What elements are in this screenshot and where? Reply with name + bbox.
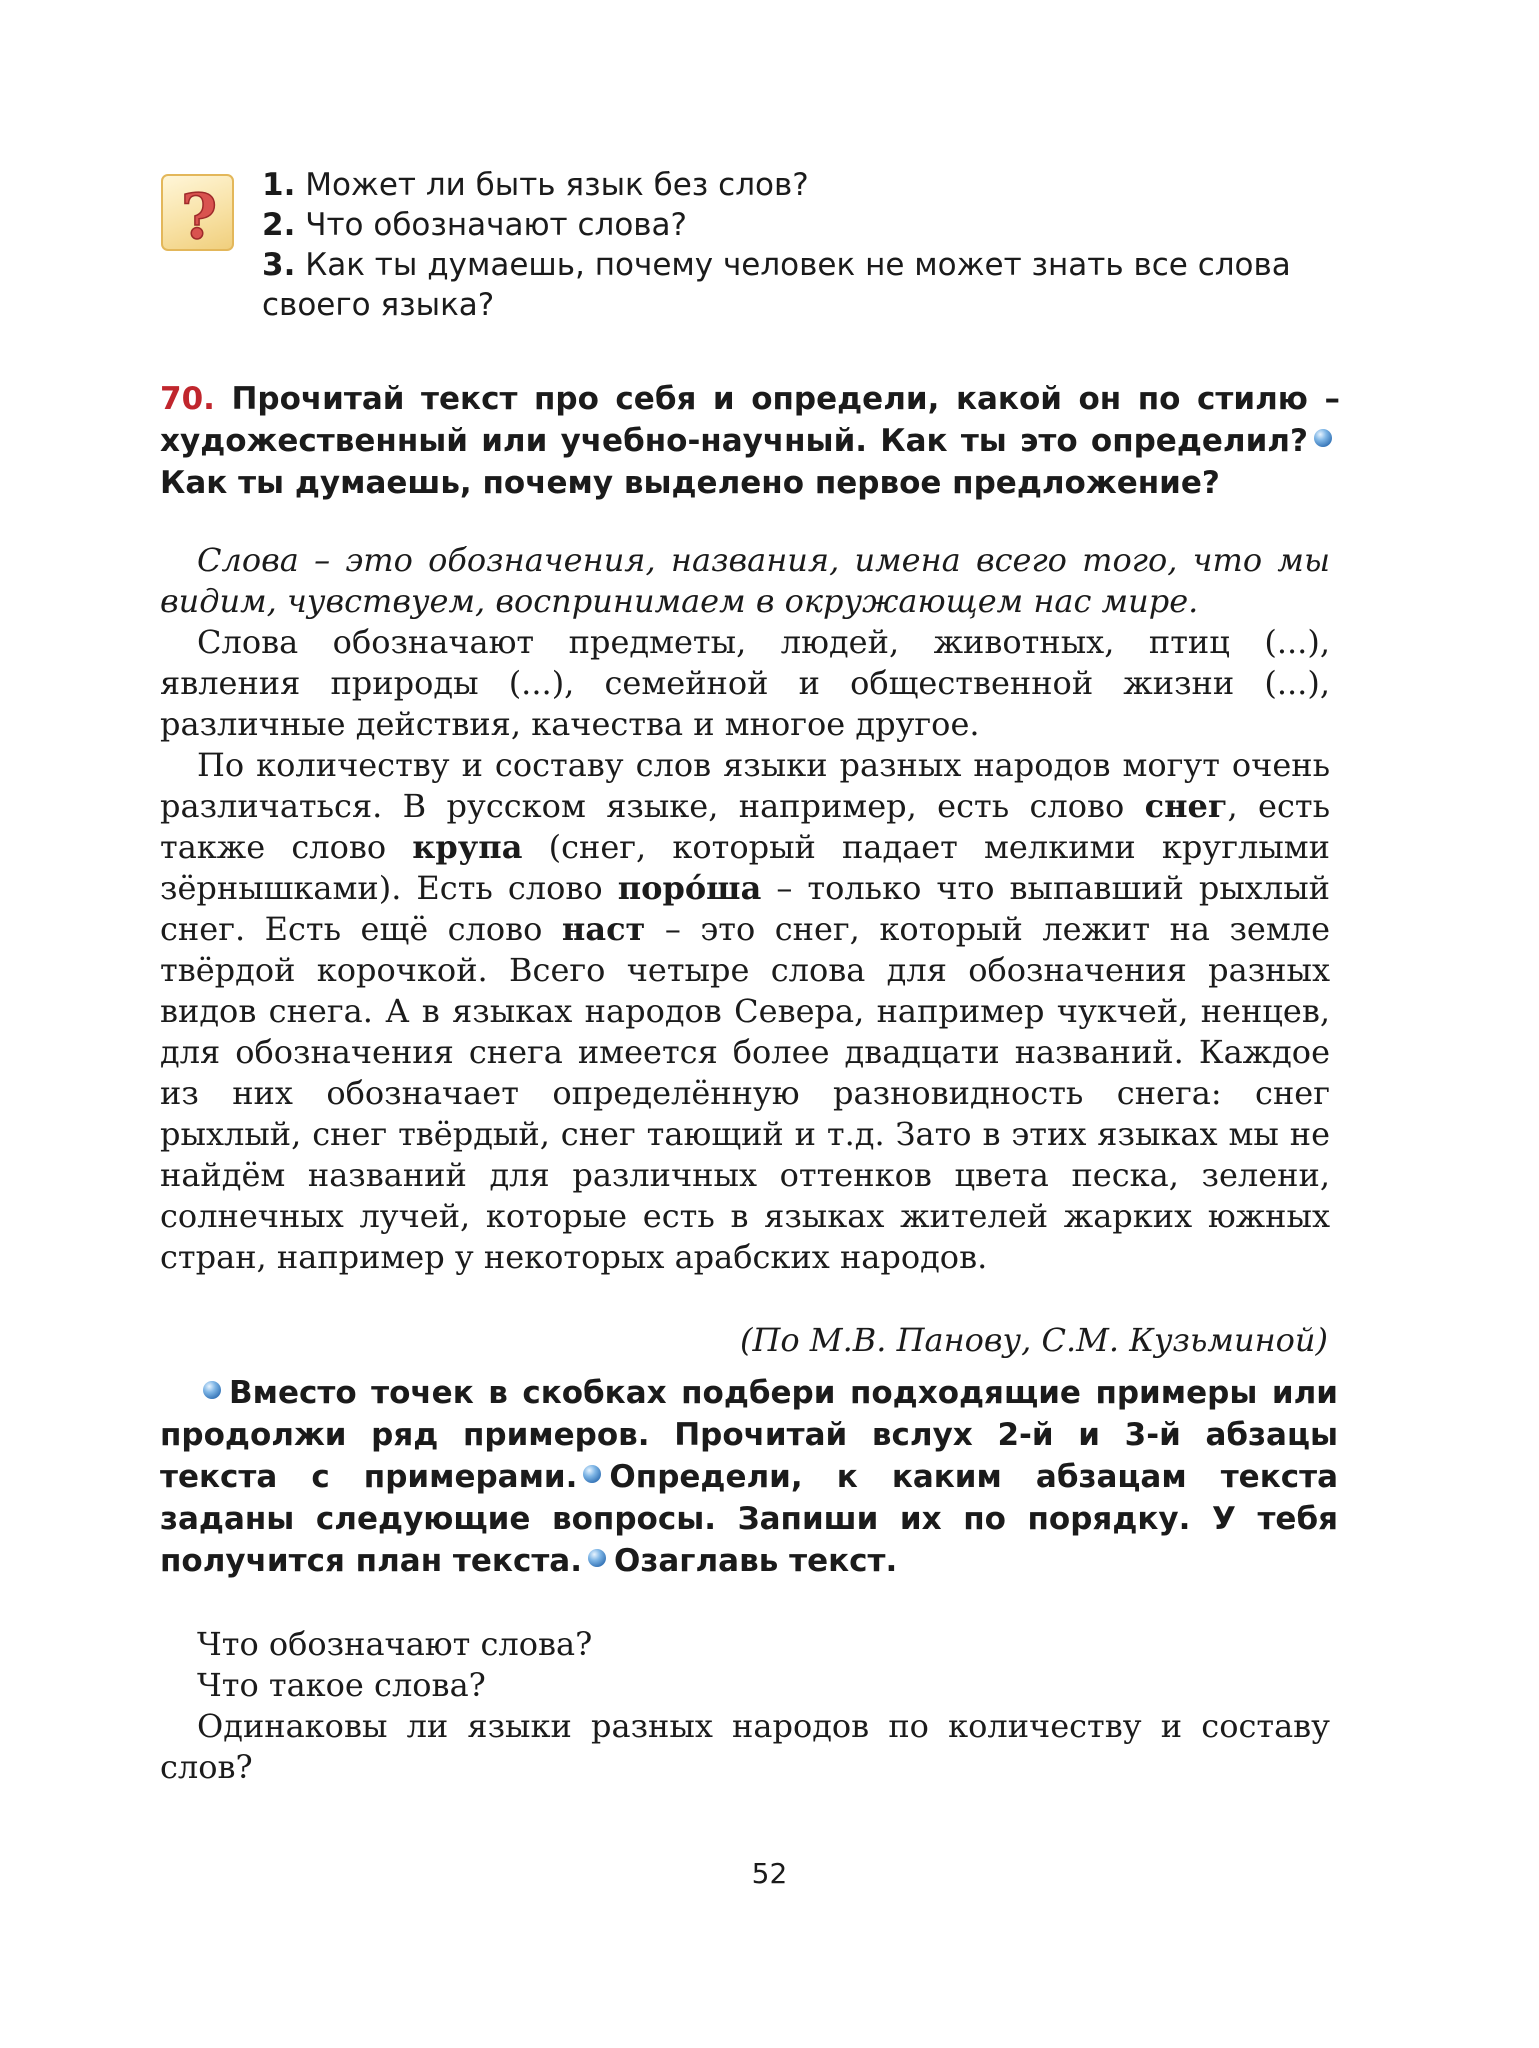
svg-text:?: ? — [180, 180, 218, 253]
plan-item: Одинаковы ли языки разных народов по количеству и составу слов? — [160, 1707, 1330, 1786]
plan-questions — [160, 1624, 1330, 1788]
text-source: (По М.В. Панову, С.М. Кузьминой) — [739, 1321, 1328, 1359]
reading-text — [160, 540, 1330, 1278]
word-krupa: крупа — [412, 828, 523, 866]
word-nast: наст — [561, 910, 646, 948]
question-icon — [161, 174, 234, 251]
review-questions — [262, 165, 1342, 325]
paragraph-3: По количеству и составу слов языки разных народов могут очень различаться. В русском языке, например, есть слово снег, есть также слово крупа (снег, который падает мелкими круглыми зёрнышками). Есть слово поро́ша – только что выпавший рыхлый снег. Есть ещё слово наст – это снег, который лежит на земле твёрдой корочкой. Всего четыре слова для обозначения разных видов снега. А в языках народов Севера, например чукчей, ненцев, для обозначения снега имеется более двадцати названий. Каждое из них обозначает определённую разновидность снега: снег рыхлый, снег твёрдый, снег тающий и т.д. Зато в этих языках мы не найдём названий для различных оттенков цвета песка, зелени, солнечных лучей, которые есть в языках жителей жарких южных стран, например у некоторых арабских народов. — [160, 746, 1331, 1276]
question-2: 2. Что обозначают слова? — [262, 207, 688, 243]
bullet-icon — [588, 1549, 606, 1567]
page-number: 52 — [751, 1857, 788, 1890]
exercise-task-part2: Как ты думаешь, почему выделено первое предложение? — [160, 465, 1220, 501]
exercise-followup-task: Вместо точек в скобках подбери подходящие примеры или продолжи ряд примеров. Прочитай вслух 2-й и 3-й абзацы текста с примерами. Определи, к каким абзацам текста заданы следующие вопросы. Запиши их по порядку. У тебя получится план текста. Озаглавь текст. — [160, 1375, 1338, 1579]
exercise-number: 70. — [160, 381, 215, 417]
paragraph-2: Слова обозначают предметы, людей, животных, птиц (...), явления природы (...), семейной и общественной жизни (...), различные действия, качества и многое другое. — [160, 623, 1330, 743]
bullet-icon — [203, 1381, 221, 1399]
exercise-task-part1: Прочитай текст про себя и определи, какой он по стилю – художественный или учебно-научный. Как ты это определил? — [160, 381, 1340, 459]
plan-item: Что такое слова? — [197, 1666, 486, 1704]
bullet-icon — [583, 1465, 601, 1483]
question-1: 1. Может ли быть язык без слов? — [262, 167, 809, 203]
bullet-icon — [1314, 429, 1332, 447]
plan-item: Что обозначают слова? — [197, 1625, 593, 1663]
exercise-70-task — [160, 378, 1340, 504]
question-3: 3. Как ты думаешь, почему человек не может знать все слова своего языка? — [262, 247, 1291, 323]
paragraph-1: Слова – это обозначения, названия, имена всего того, что мы видим, чувствуем, воспринимаем в окружающем нас мире. — [160, 541, 1330, 620]
word-porosha: поро́ша — [617, 869, 762, 907]
word-sneg: снег — [1144, 787, 1228, 825]
